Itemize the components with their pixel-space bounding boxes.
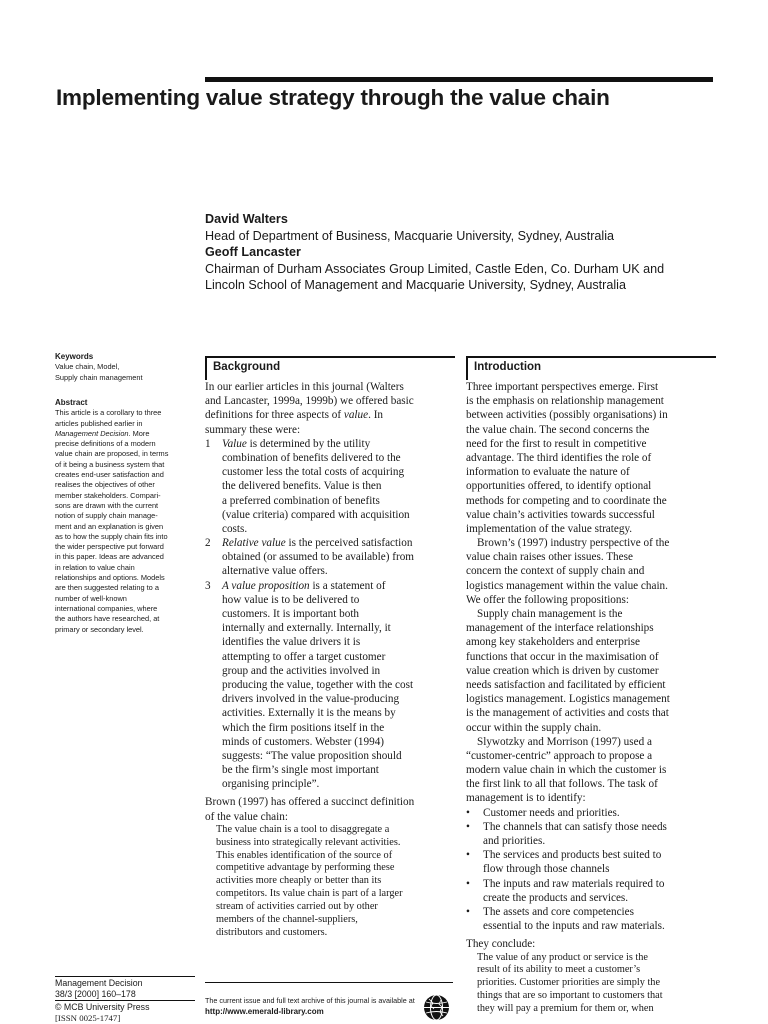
- paragraph-line: advantage. The third identifies the role of: [466, 451, 652, 464]
- abstract-block: [55, 398, 195, 635]
- publisher: © MCB University Press: [55, 1002, 150, 1013]
- abstract-line: in relation to value chain: [55, 562, 135, 572]
- paragraph-line: information to evaluate the nature of: [466, 466, 630, 479]
- paragraph-line: Brown’s (1997) industry perspective of the: [477, 537, 670, 550]
- bullet-icon: •: [466, 820, 470, 833]
- item-number: 1: [205, 437, 211, 450]
- numbered-item-line: activities. Externally it is the means by: [222, 707, 396, 720]
- abstract-line: of it being a business system that: [55, 459, 165, 469]
- paragraph-line: need for the first to result in competitive: [466, 437, 647, 450]
- paragraph-line: Supply chain management is the: [477, 608, 623, 620]
- background-heading-box: [205, 356, 455, 380]
- paragraph-line: management is to identify:: [466, 792, 586, 805]
- bullet-text: Customer needs and priorities.: [483, 806, 620, 819]
- author-block: [205, 211, 725, 294]
- bullet-item-line: [466, 848, 721, 862]
- paragraph-line: definitions for three aspects of value. In: [205, 409, 384, 422]
- numbered-item-line: be the firm’s single most important: [222, 764, 379, 777]
- journal-info: [55, 975, 195, 1023]
- quote-line: The value of any product or service is the: [477, 951, 648, 963]
- author-affiliation: Chairman of Durham Associates Group Limited, Castle Eden, Co. Durham UK and: [205, 261, 665, 276]
- bullet-item-line: flow through those channels: [483, 863, 610, 876]
- abstract-line: realises the objectives of other: [55, 480, 155, 490]
- paragraph-line: implementation of the value strategy.: [466, 522, 633, 535]
- paragraph-line: functions that occur in the maximisation of: [466, 650, 659, 663]
- numbered-item-line: a preferred combination of benefits: [222, 494, 380, 507]
- numbered-item-line: customers. It is important both: [222, 608, 360, 620]
- bullet-icon: •: [466, 849, 470, 862]
- paragraph-line: methods for competing and to coordinate the: [466, 494, 667, 507]
- numbered-item-line: [205, 536, 460, 550]
- bullet-item-line: and priorities.: [483, 835, 546, 847]
- abstract-line: relationships and options. Models: [55, 573, 165, 583]
- bullet-item-line: [466, 905, 721, 919]
- bullet-text: The services and products best suited to: [483, 849, 662, 862]
- paragraph-line: value creation which is driven by customer: [466, 664, 659, 677]
- bullet-item-line: [466, 877, 721, 891]
- archive-note-text: The current issue and full text archive of this journal is available at: [205, 996, 415, 1005]
- numbered-item-line: which the firm positions itself in the: [222, 721, 385, 734]
- abstract-line: notion of supply chain manage-: [55, 511, 158, 521]
- paragraph-line: between activities (possibly organisations) in: [466, 409, 668, 422]
- numbered-item-line: customer less the total costs of acquiring: [222, 466, 405, 479]
- numbered-item-line: obtained (or assumed to be available) from: [222, 551, 414, 564]
- abstract-body: [55, 408, 195, 635]
- paragraph-line: In our earlier articles in this journal (Walters: [205, 381, 404, 393]
- numbered-item-line: suggests: “The value proposition should: [222, 749, 402, 762]
- quote-line: stream of activities carried out by other: [216, 901, 378, 913]
- paragraph-line: They conclude:: [466, 938, 536, 951]
- quote-line: business into strategically relevant activities.: [216, 836, 401, 848]
- background-column: [205, 380, 460, 940]
- abstract-line: as to how the supply chain fits into: [55, 531, 168, 541]
- section-heading: Background: [213, 361, 281, 373]
- paragraph-line: logistics management. Logistics management: [466, 693, 670, 706]
- paragraph-line: of the value chain:: [205, 810, 288, 823]
- paragraph-line: and Lancaster, 1999a, 1999b) we offered basic: [205, 395, 414, 408]
- quote-line: they will pay a premium for them or, when: [477, 1003, 654, 1015]
- article-title: Implementing value strategy through the value chain: [56, 85, 610, 110]
- keywords-line: Supply chain management: [55, 372, 143, 382]
- issn: [ISSN 0025-1747]: [55, 1012, 121, 1023]
- author-affiliation: Lincoln School of Management and Macquarie University, Sydney, Australia: [205, 278, 626, 292]
- numbered-item-line: costs.: [222, 522, 248, 535]
- bullet-icon: •: [466, 905, 470, 918]
- archive-url-link[interactable]: http://www.emerald-library.com: [205, 1007, 324, 1016]
- bullet-icon: •: [466, 877, 470, 890]
- bullet-item-line: [466, 806, 721, 820]
- paragraph-line: logistics management within the value chain.: [466, 579, 668, 592]
- abstract-line: the wider perspective put forward: [55, 542, 164, 552]
- numbered-item-line: (value criteria) compared with acquisition: [222, 508, 410, 521]
- footer-rule: [55, 976, 195, 977]
- abstract-line: in this paper. Ideas are advanced: [55, 552, 164, 562]
- abstract-line: Management Decision. More: [55, 428, 150, 438]
- abstract-line: member stakeholders. Compari-: [55, 490, 161, 500]
- paragraph-line: is the management of activities and costs that: [466, 707, 669, 720]
- numbered-item-line: identifies the value drivers it is: [222, 636, 361, 649]
- numbered-item-line: minds of customers. Webster (1994): [222, 735, 385, 748]
- numbered-item-line: [205, 437, 460, 451]
- paragraph-line: concern the context of supply chain and: [466, 565, 645, 578]
- keywords-block: [55, 352, 195, 383]
- numbered-item-line: group and the activities involved in: [222, 664, 381, 677]
- introduction-heading-box: [466, 356, 716, 380]
- paragraph-line: “customer-centric” approach to propose a: [466, 749, 653, 762]
- numbered-item-line: attempting to offer a target customer: [222, 650, 386, 663]
- footnote-rule: [205, 982, 453, 983]
- emerald-globe-icon: [423, 994, 450, 1021]
- introduction-column: [466, 380, 721, 1016]
- quote-line: This enables identification of the source of: [216, 849, 393, 861]
- numbered-item-line: organising principle”.: [222, 778, 320, 791]
- paragraph-line: occur within the supply chain.: [466, 721, 602, 734]
- bullet-item-line: essential to the inputs and raw materials.: [483, 920, 665, 933]
- numbered-item-line: the delivered benefits. Value is then: [222, 480, 382, 493]
- quote-line: activities more cheaply or better than its: [216, 875, 382, 887]
- abstract-line: This article is a corollary to three: [55, 408, 162, 418]
- quote-line: competitors. Its value chain is part of a larger: [216, 888, 403, 900]
- bullet-text: The channels that can satisfy those needs: [483, 820, 667, 833]
- quote-line: The value chain is a tool to disaggregate a: [216, 823, 390, 835]
- footer-rule: [55, 1000, 195, 1001]
- author-name: Geoff Lancaster: [205, 245, 301, 259]
- numbered-item-line: combination of benefits delivered to the: [222, 451, 401, 464]
- abstract-line: value chain are proposed, in terms: [55, 449, 169, 459]
- paragraph-line: value chain raises other issues. These: [466, 551, 633, 564]
- bullet-text: The inputs and raw materials required to: [483, 877, 665, 890]
- abstract-line: articles published earlier in: [55, 418, 143, 428]
- paragraph-line: value chain’s activities towards successful: [466, 508, 655, 521]
- paragraph-line: We offer the following propositions:: [466, 593, 629, 606]
- abstract-heading: Abstract: [55, 398, 88, 407]
- author-affiliation: Head of Department of Business, Macquarie University, Sydney, Australia: [205, 228, 615, 243]
- paragraph-line: management of the interface relationships: [466, 622, 654, 635]
- abstract-line: number of well-known: [55, 593, 127, 603]
- paragraph-line: is the emphasis on relationship management: [466, 395, 664, 408]
- abstract-line: are then suggested relating to a: [55, 583, 159, 593]
- abstract-line: creates end-user satisfaction and: [55, 470, 164, 480]
- item-text: A value proposition is a statement of: [222, 579, 386, 592]
- paragraph-line: Brown (1997) has offered a succinct definition: [205, 796, 415, 809]
- item-number: 3: [205, 579, 211, 592]
- section-heading: Introduction: [474, 361, 542, 373]
- quote-line: things that are so important to customers that: [477, 990, 663, 1002]
- item-number: 2: [205, 537, 211, 550]
- journal-name: Management Decision: [55, 978, 143, 988]
- numbered-item-line: producing the value, together with the cost: [222, 678, 414, 691]
- abstract-line: primary or secondary level.: [55, 624, 144, 634]
- keywords-line: Value chain, Model,: [55, 362, 120, 372]
- paragraph-line: among key stakeholders and enterprise: [466, 636, 640, 649]
- paragraph-line: modern value chain in which the customer is: [466, 764, 667, 777]
- paragraph-line: opportunities offered, to identify optional: [466, 480, 652, 493]
- numbered-item-line: drivers involved in the value-producing: [222, 693, 400, 706]
- quote-line: result of its ability to meet a customer’s: [477, 964, 641, 976]
- paragraph-line: the first link to all that follows. The task of: [466, 778, 658, 791]
- title-rule: [205, 77, 713, 82]
- paragraph-line: Slywotzky and Morrison (1997) used a: [477, 735, 652, 748]
- abstract-line: international companies, where: [55, 603, 158, 613]
- paragraph-line: Three important perspectives emerge. First: [466, 381, 659, 393]
- author-name: David Walters: [205, 212, 288, 226]
- numbered-item-line: internally and externally. Internally, it: [222, 622, 391, 635]
- item-text: Value is determined by the utility: [222, 437, 371, 450]
- numbered-item-line: [205, 579, 460, 593]
- paragraph-line: summary these were:: [205, 423, 301, 436]
- paragraph-line: the value chain. The second concerns the: [466, 423, 650, 436]
- bullet-icon: •: [466, 806, 470, 819]
- journal-volume: 38/3 [2000] 160–178: [55, 988, 136, 999]
- bullet-item-line: [466, 820, 721, 834]
- quote-line: distributors and customers.: [216, 926, 328, 938]
- quote-line: priorities. Customer priorities are simply the: [477, 977, 661, 989]
- bullet-text: The assets and core competencies: [483, 905, 634, 918]
- keywords-heading: Keywords: [55, 352, 94, 361]
- numbered-item-line: alternative value offers.: [222, 565, 328, 578]
- quote-line: members of the channel-suppliers,: [216, 914, 358, 926]
- abstract-line: the authors have researched, at: [55, 614, 160, 624]
- bullet-item-line: create the products and services.: [483, 891, 629, 904]
- quote-line: competitive advantage by performing these: [216, 862, 395, 874]
- abstract-line: sons are drawn with the current: [55, 500, 159, 510]
- abstract-line: ment and an explanation is given: [55, 521, 164, 531]
- archive-note: [205, 995, 435, 1017]
- item-text: Relative value is the perceived satisfaction: [222, 537, 413, 550]
- numbered-item-line: how value is to be delivered to: [222, 593, 360, 606]
- abstract-line: precise definitions of a modern: [55, 439, 156, 449]
- paragraph-line: needs satisfaction and facilitated by efficient: [466, 678, 666, 691]
